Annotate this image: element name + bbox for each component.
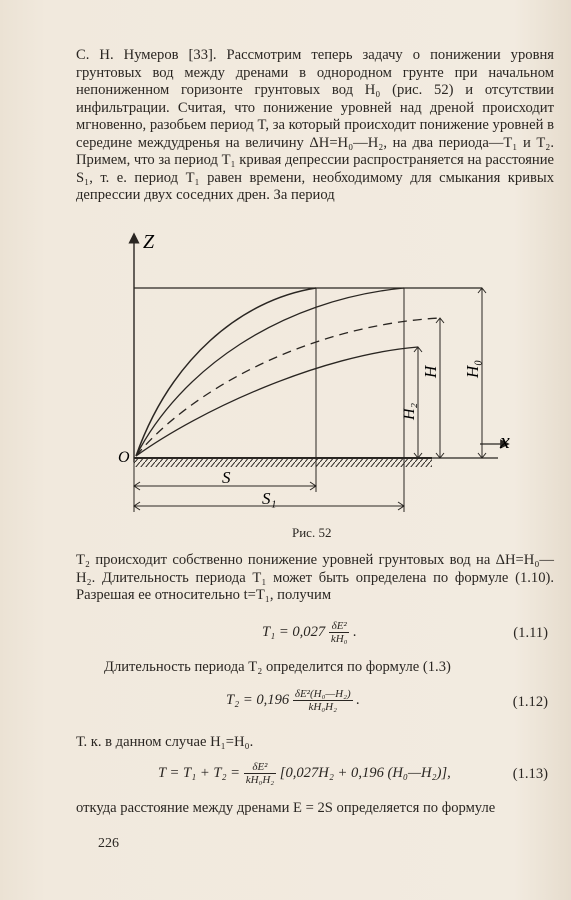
- equation-1-12: T₂ = 0,196 $\frac{\text{δE²(H₀—H₂)}}{\text{kH₀H₂}}$ . (1.12): [226, 688, 548, 713]
- label-h: H: [421, 365, 440, 378]
- label-z: Z: [143, 231, 155, 253]
- label-h2: H₂: [401, 402, 418, 420]
- equation-1-13: T = T₁ + T₂ = $\frac{\text{δE²}}{\text{kH₀H₂}}$ [0,027H₂ + 0,196 (H₀—H₂)], (1.13): [158, 761, 548, 786]
- label-s1: S₁: [262, 489, 277, 508]
- depression-curve-dashed: [136, 318, 440, 456]
- equation-1-11: T₁ = 0,027 $\frac{\text{δE²}}{\text{kH₀}}$ . (1.11): [262, 620, 548, 645]
- ground-hatch: [134, 458, 432, 467]
- depression-curve-top: [136, 288, 316, 456]
- paragraph-intro: С. Н. Нумеров [33]. Рассмотрим теперь задачу о понижении уровня грунтовых вод между дренами в однородном грунте при начальном непониженном горизонте грунтовых вод H₀ (рис. 52) и отсутствии инфильтрации. Считая, что понижение уровней над дреной происходит мгновенно, разобьем период T, за который происходит понижение уровней в середине междудренья на величину ΔH=H₀—H₂, на два периода—T₁ и T₂. Примем, что за период T₁ кривая депрессии распространяется на расстояние S₁, т. е. период T₁ равен времени, необходимому для смыкания кривых депрессии двух соседних дрен. За период: [76, 47, 554, 203]
- depression-curve-lower: [136, 347, 418, 456]
- label-x: x: [500, 428, 510, 453]
- depression-curve-middle: [136, 288, 404, 456]
- label-s: S: [222, 468, 231, 487]
- equation-number: (1.11): [513, 625, 548, 641]
- page-number: 226: [98, 836, 119, 851]
- paragraph-drain-distance: откуда расстояние между дренами E = 2S определяется по формуле: [76, 800, 496, 816]
- label-origin: O: [118, 449, 130, 466]
- equation-number: (1.13): [512, 766, 548, 782]
- equation-number: (1.12): [512, 694, 548, 710]
- label-h0: H₀: [463, 359, 482, 378]
- paragraph-period-t2: T₂ происходит собственно понижение уровней грунтовых вод на ΔH=H₀—H₂. Длительность периода T₁ может быть определена по формуле (1.10). Разрешая ее относительно t=T₁, получим: [76, 552, 554, 603]
- figure-caption: Рис. 52: [292, 525, 332, 540]
- text-t2-duration: Длительность периода T₂ определится по формуле (1.3): [104, 659, 451, 675]
- text-tk: Т. к. в данном случае H₁=H₀.: [76, 734, 254, 750]
